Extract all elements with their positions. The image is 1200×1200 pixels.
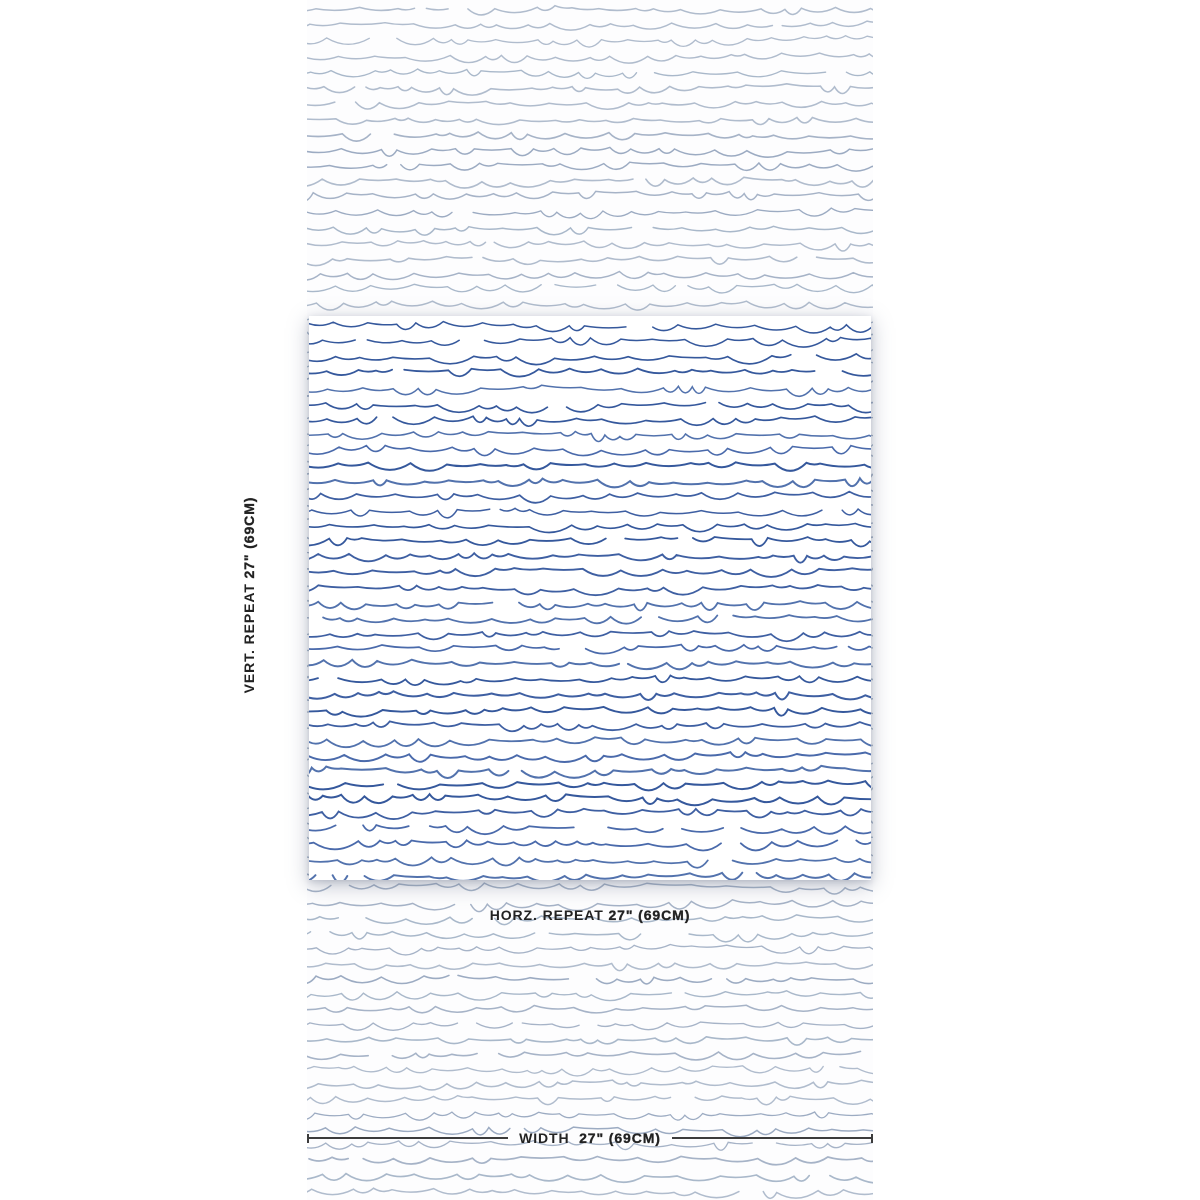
vertical-repeat-label <box>238 395 260 795</box>
horizontal-repeat-label <box>307 906 873 924</box>
vertical-repeat-value: 27" (69CM) <box>241 496 257 579</box>
wave-pattern-dark <box>309 316 871 880</box>
dimension-line-right <box>672 1137 871 1138</box>
width-value: 27" (69CM) <box>579 1130 661 1146</box>
vertical-repeat-text: VERT. REPEAT <box>241 583 257 694</box>
horizontal-repeat-value: 27" (69CM) <box>608 907 691 923</box>
dimension-tick-right <box>871 1134 873 1143</box>
width-text: WIDTH <box>519 1130 570 1146</box>
dimension-line-left <box>309 1137 508 1138</box>
width-dimension <box>307 1129 873 1147</box>
pattern-swatch <box>309 316 871 880</box>
width-label <box>508 1130 672 1146</box>
horizontal-repeat-text: HORZ. REPEAT <box>489 907 604 923</box>
